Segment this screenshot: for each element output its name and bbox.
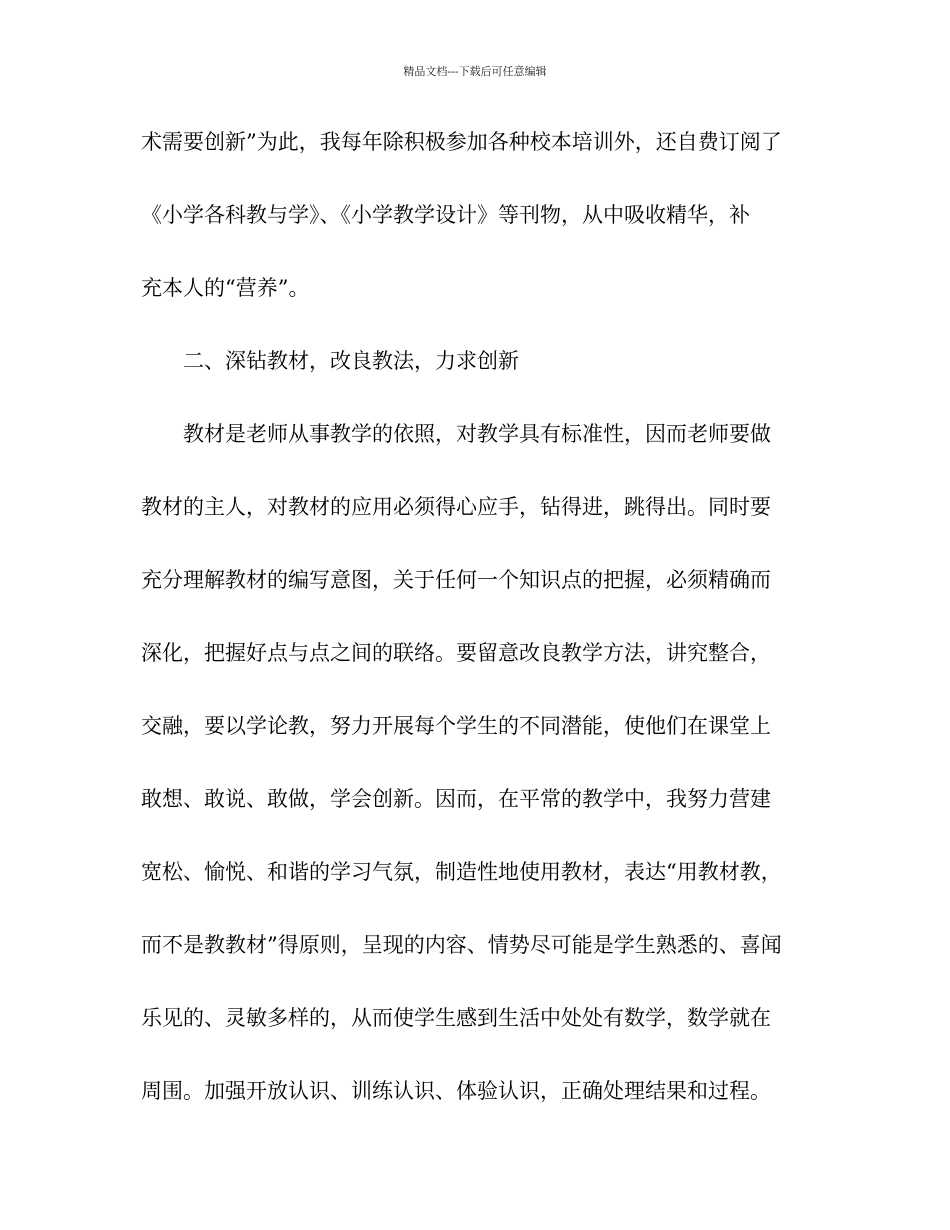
text-line: 深化，把握好点与点之间的联络。要留意改良教学方法，讲究整合， [141,641,771,665]
text-line: 乐见的、灵敏多样的，从而使学生感到生活中处处有数学，数学就在 [141,1006,771,1030]
text-line: 周围。加强开放认识、训练认识、体验认识，正确处理结果和过程。 [141,1079,771,1103]
text-line: 交融，要以学论教，努力开展每个学生的不同潜能，使他们在课堂上 [141,714,771,738]
text-line: 而不是教教材”得原则，呈现的内容、情势尽可能是学生熟悉的、喜闻 [141,933,782,957]
paragraph-start: 教材是老师从事教学的依照，对教学具有标准性，因而老师要做 [183,422,771,446]
page-header: 精品文档---下载后可任意编辑 [403,65,547,78]
text-line: 术需要创新”为此，我每年除积极参加各种校本培训外，还自费订阅了 [141,130,782,154]
section-heading: 二、深钻教材，改良教法，力求创新 [183,349,519,373]
text-line: 宽松、愉悦、和谐的学习气氛，制造性地使用教材，表达“用教材教， [141,860,782,884]
text-line: 充本人的“营养”。 [141,276,310,300]
text-line: 《小学各科教与学》、《小学教学设计》等刊物，从中吸收精华，补 [141,203,750,227]
text-line: 充分理解教材的编写意图，关于任何一个知识点的把握，必须精确而 [141,568,771,592]
text-line: 敢想、敢说、敢做，学会创新。因而，在平常的教学中，我努力营建 [141,787,771,811]
text-line: 教材的主人，对教材的应用必须得心应手，钻得进，跳得出。同时要 [141,495,771,519]
document-body [141,120,811,1142]
